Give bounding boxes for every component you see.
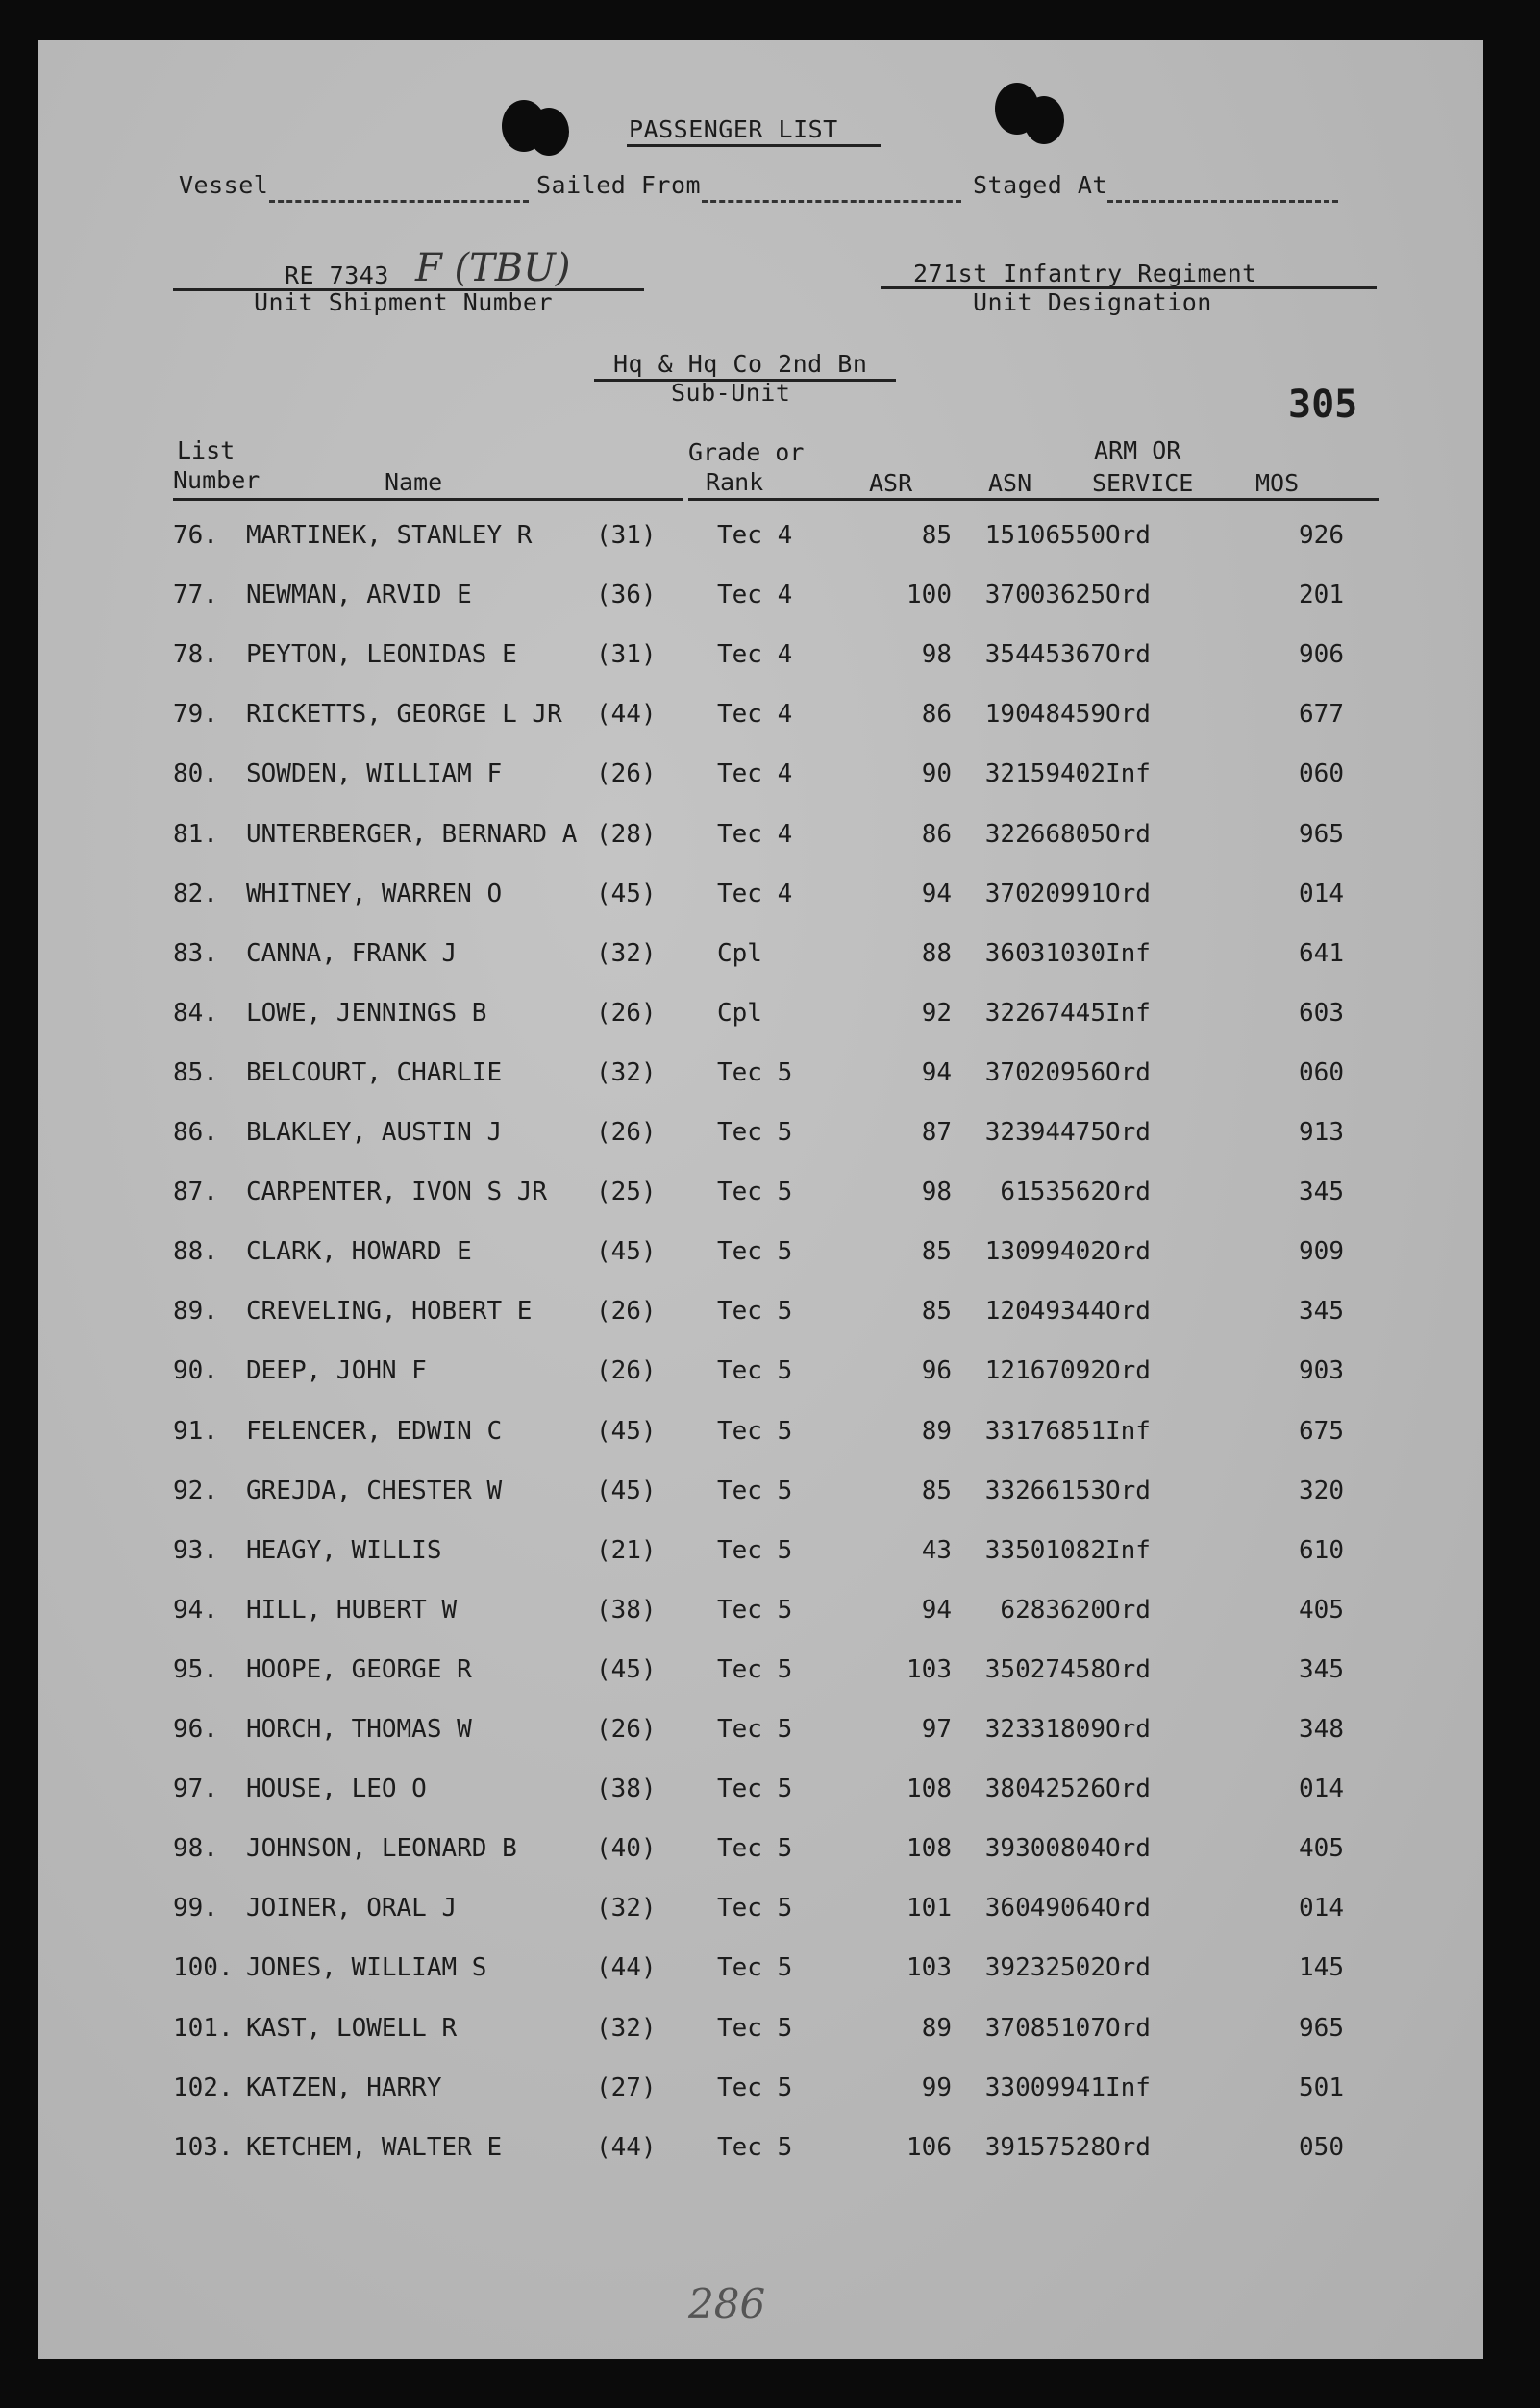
col-list-number-1: List [177,436,236,464]
mos-code: 014 [1299,1775,1344,1804]
table-row [38,1178,1483,1216]
table-row [38,2073,1483,2112]
staged-at-blank [1107,200,1338,203]
mos-code: 060 [1299,1057,1344,1087]
mos-code: 909 [1299,1237,1344,1267]
title-underline [627,144,881,147]
asr-score: 89 [921,1416,952,1446]
table-row [38,759,1483,798]
asr-score: 94 [921,879,952,908]
army-serial-number: 32394475 [984,1118,1105,1147]
arm-or-service: Ord [1105,1775,1151,1804]
arm-or-service: Inf [1105,1535,1151,1565]
army-serial-number: 32267445 [984,998,1105,1028]
row-number: 90. [173,1356,218,1386]
grade-rank: Tec 5 [717,1715,793,1744]
passenger-age: (36) [596,581,657,610]
passenger-age: (27) [596,2073,657,2102]
col-arm-1: ARM OR [1094,436,1181,464]
asr-score: 85 [921,1476,952,1505]
mos-code: 903 [1299,1356,1344,1386]
grade-rank: Tec 5 [717,2073,793,2102]
asr-score: 85 [921,1297,952,1327]
arm-or-service: Ord [1105,879,1151,908]
passenger-age: (44) [596,1953,657,1983]
shipment-number: RE 7343 [285,261,389,289]
passenger-name: DEEP, JOHN F [246,1356,427,1386]
col-grade-2: Rank [706,468,764,496]
asr-score: 90 [921,759,952,789]
table-row [38,1477,1483,1515]
table-row [38,1596,1483,1634]
asr-score: 86 [921,700,952,730]
row-number: 84. [173,998,218,1028]
mos-code: 060 [1299,759,1344,789]
row-number: 99. [173,1894,218,1924]
sub-unit: Hq & Hq Co 2nd Bn [613,350,868,378]
passenger-age: (26) [596,759,657,789]
asr-score: 94 [921,1595,952,1625]
row-number: 79. [173,700,218,730]
army-serial-number: 36031030 [984,938,1105,968]
grade-rank: Cpl [717,998,762,1028]
mos-code: 320 [1299,1476,1344,1505]
table-row [38,581,1483,619]
passenger-age: (44) [596,700,657,730]
row-number: 87. [173,1178,218,1207]
army-serial-number: 33009941 [984,2073,1105,2102]
passenger-name: WHITNEY, WARREN O [246,879,503,908]
row-number: 78. [173,640,218,670]
grade-rank: Tec 5 [717,2013,793,2043]
passenger-name: PEYTON, LEONIDAS E [246,640,517,670]
army-serial-number: 6283620 [1000,1595,1105,1625]
table-row [38,2014,1483,2052]
grade-rank: Tec 4 [717,700,793,730]
army-serial-number: 19048459 [984,700,1105,730]
col-grade-1: Grade or [688,438,805,466]
asr-score: 98 [921,640,952,670]
row-number: 80. [173,759,218,789]
table-row [38,1775,1483,1813]
passenger-age: (26) [596,1356,657,1386]
army-serial-number: 33266153 [984,1476,1105,1505]
passenger-name: HEAGY, WILLIS [246,1535,442,1565]
passenger-age: (26) [596,1715,657,1744]
passenger-age: (45) [596,1654,657,1684]
asr-score: 92 [921,998,952,1028]
passenger-age: (32) [596,1894,657,1924]
table-row [38,820,1483,858]
asr-score: 87 [921,1118,952,1147]
passenger-name: RICKETTS, GEORGE L JR [246,700,562,730]
army-serial-number: 39232502 [984,1953,1105,1983]
row-number: 101. [173,2013,234,2043]
passenger-name: CLARK, HOWARD E [246,1237,472,1267]
col-name: Name [385,468,443,496]
passenger-name: NEWMAN, ARVID E [246,581,472,610]
table-row [38,999,1483,1037]
asr-score: 97 [921,1715,952,1744]
arm-or-service: Ord [1105,2132,1151,2162]
passenger-age: (31) [596,640,657,670]
table-row [38,1237,1483,1276]
row-number: 77. [173,581,218,610]
row-number: 91. [173,1416,218,1446]
passenger-name: BELCOURT, CHARLIE [246,1057,503,1087]
mos-code: 345 [1299,1297,1344,1327]
passenger-age: (31) [596,521,657,550]
row-number: 96. [173,1715,218,1744]
arm-or-service: Ord [1105,1237,1151,1267]
mos-code: 677 [1299,700,1344,730]
asr-score: 101 [907,1894,952,1924]
army-serial-number: 12167092 [984,1356,1105,1386]
grade-rank: Tec 5 [717,1476,793,1505]
grade-rank: Tec 5 [717,1297,793,1327]
army-serial-number: 35027458 [984,1654,1105,1684]
row-number: 92. [173,1476,218,1505]
unit-designation: 271st Infantry Regiment [913,260,1257,287]
army-serial-number: 35445367 [984,640,1105,670]
arm-or-service: Ord [1105,1118,1151,1147]
passenger-name: MARTINEK, STANLEY R [246,521,533,550]
passenger-name: HOOPE, GEORGE R [246,1654,472,1684]
table-row [38,1894,1483,1932]
table-row [38,1953,1483,1992]
passenger-name: KATZEN, HARRY [246,2073,442,2102]
document-page [38,40,1483,2359]
arm-or-service: Inf [1105,938,1151,968]
passenger-age: (32) [596,2013,657,2043]
row-number: 100. [173,1953,234,1983]
army-serial-number: 39300804 [984,1834,1105,1864]
passenger-age: (26) [596,1297,657,1327]
mos-code: 145 [1299,1953,1344,1983]
army-serial-number: 6153562 [1000,1178,1105,1207]
grade-rank: Cpl [717,938,762,968]
mos-code: 965 [1299,2013,1344,2043]
document-title: PASSENGER LIST [629,115,838,143]
army-serial-number: 37085107 [984,2013,1105,2043]
arm-or-service: Ord [1105,1715,1151,1744]
row-number: 98. [173,1834,218,1864]
table-row [38,700,1483,738]
asr-score: 103 [907,1953,952,1983]
grade-rank: Tec 5 [717,1118,793,1147]
passenger-name: LOWE, JENNINGS B [246,998,487,1028]
page-number: 305 [1288,383,1358,427]
col-mos: MOS [1255,469,1300,497]
table-row [38,880,1483,918]
row-number: 103. [173,2132,234,2162]
grade-rank: Tec 5 [717,1535,793,1565]
passenger-age: (32) [596,938,657,968]
row-number: 95. [173,1654,218,1684]
grade-rank: Tec 5 [717,1894,793,1924]
passenger-name: CANNA, FRANK J [246,938,458,968]
passenger-name: JOHNSON, LEONARD B [246,1834,517,1864]
passenger-name: JOINER, ORAL J [246,1894,458,1924]
arm-or-service: Inf [1105,1416,1151,1446]
row-number: 76. [173,521,218,550]
grade-rank: Tec 5 [717,1654,793,1684]
passenger-name: UNTERBERGER, BERNARD A [246,819,578,849]
row-number: 89. [173,1297,218,1327]
army-serial-number: 32266805 [984,819,1105,849]
passenger-name: CARPENTER, IVON S JR [246,1178,548,1207]
mos-code: 675 [1299,1416,1344,1446]
punch-hole-left-2 [529,108,569,156]
arm-or-service: Ord [1105,1057,1151,1087]
passenger-age: (45) [596,1476,657,1505]
table-row [38,1058,1483,1097]
arm-or-service: Ord [1105,521,1151,550]
arm-or-service: Ord [1105,1476,1151,1505]
passenger-age: (45) [596,879,657,908]
sub-unit-caption: Sub-Unit [671,379,791,407]
army-serial-number: 13099402 [984,1237,1105,1267]
table-row [38,521,1483,559]
army-serial-number: 37003625 [984,581,1105,610]
passenger-age: (40) [596,1834,657,1864]
passenger-age: (44) [596,2132,657,2162]
arm-or-service: Ord [1105,1894,1151,1924]
asr-score: 98 [921,1178,952,1207]
army-serial-number: 38042526 [984,1775,1105,1804]
row-number: 94. [173,1595,218,1625]
grade-rank: Tec 5 [717,1416,793,1446]
army-serial-number: 36049064 [984,1894,1105,1924]
mos-code: 345 [1299,1178,1344,1207]
col-asn: ASN [988,469,1032,497]
mos-code: 348 [1299,1715,1344,1744]
asr-score: 108 [907,1775,952,1804]
grade-rank: Tec 5 [717,1595,793,1625]
unit-caption: Unit Designation [973,288,1212,316]
shipment-handwritten: F (TBU) [415,246,571,290]
grade-rank: Tec 5 [717,2132,793,2162]
vessel-label: Vessel [179,171,269,199]
grade-rank: Tec 4 [717,879,793,908]
mos-code: 603 [1299,998,1344,1028]
mos-code: 610 [1299,1535,1344,1565]
asr-score: 96 [921,1356,952,1386]
mos-code: 913 [1299,1118,1344,1147]
row-number: 81. [173,819,218,849]
col-asr: ASR [869,469,913,497]
army-serial-number: 33176851 [984,1416,1105,1446]
army-serial-number: 32159402 [984,759,1105,789]
asr-score: 85 [921,521,952,550]
arm-or-service: Ord [1105,1297,1151,1327]
asr-score: 99 [921,2073,952,2102]
staged-at-label: Staged At [973,171,1107,199]
grade-rank: Tec 4 [717,521,793,550]
mos-code: 405 [1299,1595,1344,1625]
asr-score: 103 [907,1654,952,1684]
row-number: 88. [173,1237,218,1267]
shipment-caption: Unit Shipment Number [254,288,554,316]
mos-code: 641 [1299,938,1344,968]
mos-code: 014 [1299,879,1344,908]
grade-rank: Tec 4 [717,819,793,849]
asr-score: 89 [921,2013,952,2043]
table-row [38,939,1483,978]
row-number: 86. [173,1118,218,1147]
passenger-age: (21) [596,1535,657,1565]
table-row [38,640,1483,679]
arm-or-service: Ord [1105,1654,1151,1684]
vessel-blank [269,200,529,203]
row-number: 97. [173,1775,218,1804]
mos-code: 501 [1299,2073,1344,2102]
passenger-age: (25) [596,1178,657,1207]
grade-rank: Tec 5 [717,1237,793,1267]
passenger-name: CREVELING, HOBERT E [246,1297,533,1327]
asr-score: 94 [921,1057,952,1087]
passenger-age: (45) [596,1416,657,1446]
header-underline-left [173,498,683,501]
grade-rank: Tec 5 [717,1178,793,1207]
grade-rank: Tec 5 [717,1356,793,1386]
sailed-from-blank [702,200,961,203]
passenger-name: FELENCER, EDWIN C [246,1416,503,1446]
passenger-age: (38) [596,1775,657,1804]
handwritten-number: 286 [688,2280,766,2327]
army-serial-number: 33501082 [984,1535,1105,1565]
army-serial-number: 15106550 [984,521,1105,550]
table-row [38,1118,1483,1156]
passenger-age: (28) [596,819,657,849]
army-serial-number: 37020991 [984,879,1105,908]
punch-hole-right-2 [1024,96,1064,144]
col-arm-2: SERVICE [1092,469,1194,497]
arm-or-service: Ord [1105,1834,1151,1864]
passenger-name: GREJDA, CHESTER W [246,1476,503,1505]
arm-or-service: Ord [1105,1595,1151,1625]
grade-rank: Tec 5 [717,1953,793,1983]
row-number: 85. [173,1057,218,1087]
passenger-age: (32) [596,1057,657,1087]
table-row [38,1417,1483,1455]
mos-code: 405 [1299,1834,1344,1864]
passenger-name: HILL, HUBERT W [246,1595,458,1625]
passenger-name: HOUSE, LEO O [246,1775,427,1804]
asr-score: 100 [907,581,952,610]
arm-or-service: Inf [1105,2073,1151,2102]
table-row [38,1715,1483,1753]
passenger-name: BLAKLEY, AUSTIN J [246,1118,503,1147]
arm-or-service: Ord [1105,819,1151,849]
army-serial-number: 32331809 [984,1715,1105,1744]
asr-score: 86 [921,819,952,849]
passenger-age: (26) [596,1118,657,1147]
arm-or-service: Ord [1105,1356,1151,1386]
arm-or-service: Ord [1105,700,1151,730]
table-row [38,1356,1483,1395]
arm-or-service: Ord [1105,581,1151,610]
table-row [38,1655,1483,1694]
arm-or-service: Ord [1105,1953,1151,1983]
army-serial-number: 39157528 [984,2132,1105,2162]
passenger-name: SOWDEN, WILLIAM F [246,759,503,789]
table-row [38,1536,1483,1575]
passenger-age: (26) [596,998,657,1028]
row-number: 82. [173,879,218,908]
grade-rank: Tec 5 [717,1775,793,1804]
passenger-age: (45) [596,1237,657,1267]
army-serial-number: 12049344 [984,1297,1105,1327]
army-serial-number: 37020956 [984,1057,1105,1087]
arm-or-service: Ord [1105,640,1151,670]
grade-rank: Tec 4 [717,759,793,789]
mos-code: 965 [1299,819,1344,849]
passenger-name: KETCHEM, WALTER E [246,2132,503,2162]
mos-code: 014 [1299,1894,1344,1924]
mos-code: 345 [1299,1654,1344,1684]
row-number: 102. [173,2073,234,2102]
passenger-name: HORCH, THOMAS W [246,1715,472,1744]
asr-score: 88 [921,938,952,968]
asr-score: 43 [921,1535,952,1565]
row-number: 93. [173,1535,218,1565]
arm-or-service: Inf [1105,759,1151,789]
grade-rank: Tec 4 [717,581,793,610]
mos-code: 926 [1299,521,1344,550]
asr-score: 85 [921,1237,952,1267]
asr-score: 106 [907,2132,952,2162]
arm-or-service: Inf [1105,998,1151,1028]
arm-or-service: Ord [1105,1178,1151,1207]
row-number: 83. [173,938,218,968]
mos-code: 050 [1299,2132,1344,2162]
sailed-from-label: Sailed From [536,171,702,199]
asr-score: 108 [907,1834,952,1864]
mos-code: 201 [1299,581,1344,610]
table-row [38,1834,1483,1873]
header-underline-right [688,498,1379,501]
passenger-age: (38) [596,1595,657,1625]
grade-rank: Tec 4 [717,640,793,670]
arm-or-service: Ord [1105,2013,1151,2043]
grade-rank: Tec 5 [717,1057,793,1087]
mos-code: 906 [1299,640,1344,670]
grade-rank: Tec 5 [717,1834,793,1864]
table-row [38,2133,1483,2172]
passenger-name: KAST, LOWELL R [246,2013,458,2043]
table-row [38,1297,1483,1335]
passenger-name: JONES, WILLIAM S [246,1953,487,1983]
col-list-number-2: Number [173,466,261,494]
